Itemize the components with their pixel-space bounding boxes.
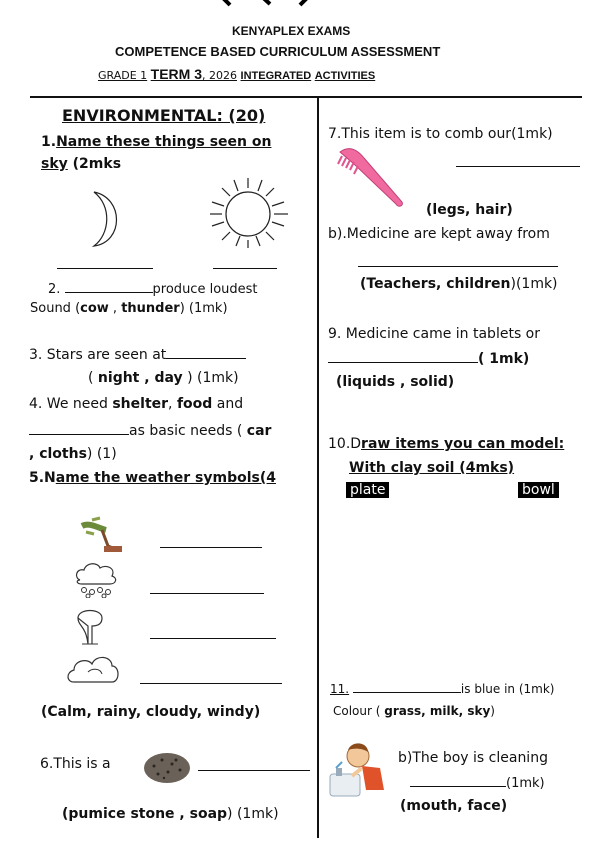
q7-answer-line[interactable] xyxy=(456,166,580,167)
q2-cow: cow xyxy=(80,301,109,316)
q4-food: food xyxy=(176,396,213,412)
q4-line1 xyxy=(29,396,243,412)
q5-number: 5.N xyxy=(29,470,56,486)
q5-answer-line-4[interactable] xyxy=(140,683,282,684)
q3-night: night xyxy=(97,370,140,386)
moon-icon xyxy=(80,190,130,248)
header-term: TERM 3 xyxy=(150,66,203,82)
q3-mark: ) (1mk) xyxy=(182,370,239,386)
q7b-answer-line[interactable] xyxy=(358,266,558,267)
q3-text: 3. Stars are seen at xyxy=(29,347,167,363)
cloudy-icon xyxy=(66,652,122,688)
q4-cloths: , cloths xyxy=(29,446,87,462)
q5-title xyxy=(29,470,276,486)
q2-mark: ) (1mk) xyxy=(179,301,228,316)
q6-choices xyxy=(62,806,279,822)
q3-line2 xyxy=(88,370,239,386)
q11-number: 11. xyxy=(330,682,350,696)
pumice-stone-icon xyxy=(142,748,192,786)
q4-blank[interactable] xyxy=(29,422,129,435)
q6-answer-line[interactable] xyxy=(198,770,310,771)
q2-blank[interactable] xyxy=(65,280,153,293)
q2-number: 2. xyxy=(48,282,65,297)
q1-answer-line-2[interactable] xyxy=(213,268,277,269)
q1-sky: sky xyxy=(41,156,68,172)
q3-sep: , xyxy=(139,370,155,386)
q1-number: 1. xyxy=(41,134,57,150)
q9-line2 xyxy=(328,350,529,367)
header-assessment: COMPETENCE BASED CURRICULUM ASSESSMENT xyxy=(115,44,441,59)
q12-blank[interactable] xyxy=(410,774,506,787)
q1-line1 xyxy=(41,134,271,150)
q4-basic-needs: as basic needs ( xyxy=(129,423,247,439)
q10-bowl-label: bowl xyxy=(518,482,559,498)
sun-icon xyxy=(200,176,296,248)
boy-washing-icon xyxy=(328,738,390,800)
header-year: , 2026 xyxy=(202,69,238,82)
q1-line2 xyxy=(41,156,121,172)
q7b-choices xyxy=(360,276,558,292)
q3-day: day xyxy=(154,370,183,386)
header-exam-name: KENYAPLEX EXAMS xyxy=(232,24,351,38)
q10-title xyxy=(328,436,564,452)
q12-text: b)The boy is cleaning xyxy=(398,750,548,766)
q9-text: 9. Medicine came in tablets or xyxy=(328,326,541,342)
q5-answer-line-2[interactable] xyxy=(150,593,264,594)
q10-subtitle: With clay soil (4mks) xyxy=(349,460,515,476)
header-grade-line xyxy=(98,66,375,82)
q6-choices-text: (pumice stone , soap xyxy=(62,806,228,822)
q7-text: 7.This item is to comb our(1mk) xyxy=(328,126,553,142)
q7b-text: b).Medicine are kept away from xyxy=(328,226,550,242)
q2-line1 xyxy=(48,280,258,297)
q11-line1 xyxy=(330,680,554,696)
q4-comma: , xyxy=(168,396,177,412)
q4-mark: ) (1) xyxy=(86,446,117,462)
q2-text: produce loudest xyxy=(152,282,258,297)
q2-sound: Sound ( xyxy=(30,301,81,316)
q10-number: 10.D xyxy=(328,436,362,452)
rainy-icon xyxy=(72,562,122,598)
q12-line2 xyxy=(410,774,545,791)
q1-text: Name these things seen on xyxy=(56,134,272,150)
q11-choices: grass, milk, sky xyxy=(384,704,491,718)
q5-answer-line-3[interactable] xyxy=(150,638,276,639)
q4-car: car xyxy=(246,423,272,439)
q11-blank[interactable] xyxy=(353,680,461,693)
q11-close: ) xyxy=(490,704,495,718)
header-integrated: INTEGRATED xyxy=(240,70,312,82)
header-rule xyxy=(30,96,582,98)
q2-sep: , xyxy=(108,301,122,316)
q2-line2 xyxy=(30,301,228,316)
column-divider xyxy=(317,98,319,838)
q5-text: ame the weather symbols(4 xyxy=(55,470,276,486)
calm-icon xyxy=(72,606,108,646)
q4-line3 xyxy=(29,446,117,462)
q7b-choices-text: (Teachers, children xyxy=(360,276,511,292)
header-activities: ACTIVITIES xyxy=(314,70,376,82)
q10-plate-label: plate xyxy=(346,482,389,498)
q3-line1 xyxy=(29,346,246,363)
q4-and: and xyxy=(212,396,244,412)
q5-answer-line-1[interactable] xyxy=(160,547,262,548)
q3-blank[interactable] xyxy=(166,346,246,359)
windy-icon xyxy=(72,516,128,554)
q7-choices: (legs, hair) xyxy=(426,202,513,218)
q4-text: 4. We need xyxy=(29,396,113,412)
q4-line2 xyxy=(29,422,271,439)
q2-thunder: thunder xyxy=(121,301,180,316)
q7b-mark: )(1mk) xyxy=(510,276,558,292)
q6-text: 6.This is a xyxy=(40,756,111,772)
q1-marks: (2mks xyxy=(67,156,122,172)
section-title: ENVIRONMENTAL: (20) xyxy=(62,106,266,125)
q10-text: raw items you can model: xyxy=(361,436,565,452)
header-grade: GRADE 1 xyxy=(98,69,148,82)
q11-line2 xyxy=(333,704,495,718)
q11-text: is blue in (1mk) xyxy=(460,682,555,696)
q9-blank[interactable] xyxy=(328,350,478,363)
q5-choices: (Calm, rainy, cloudy, windy) xyxy=(41,704,261,720)
q11-colour: Colour ( xyxy=(333,704,385,718)
q3-open: ( xyxy=(88,370,98,386)
top-scribble xyxy=(200,0,340,8)
q9-mark: ( 1mk) xyxy=(478,351,530,367)
q6-mark: ) (1mk) xyxy=(227,806,279,822)
q12-choices: (mouth, face) xyxy=(400,798,508,814)
q12-mark: (1mk) xyxy=(506,776,545,791)
comb-icon xyxy=(336,144,406,210)
q4-shelter: shelter xyxy=(112,396,169,412)
q9-choices: (liquids , solid) xyxy=(336,374,455,390)
q1-answer-line-1[interactable] xyxy=(57,268,153,269)
